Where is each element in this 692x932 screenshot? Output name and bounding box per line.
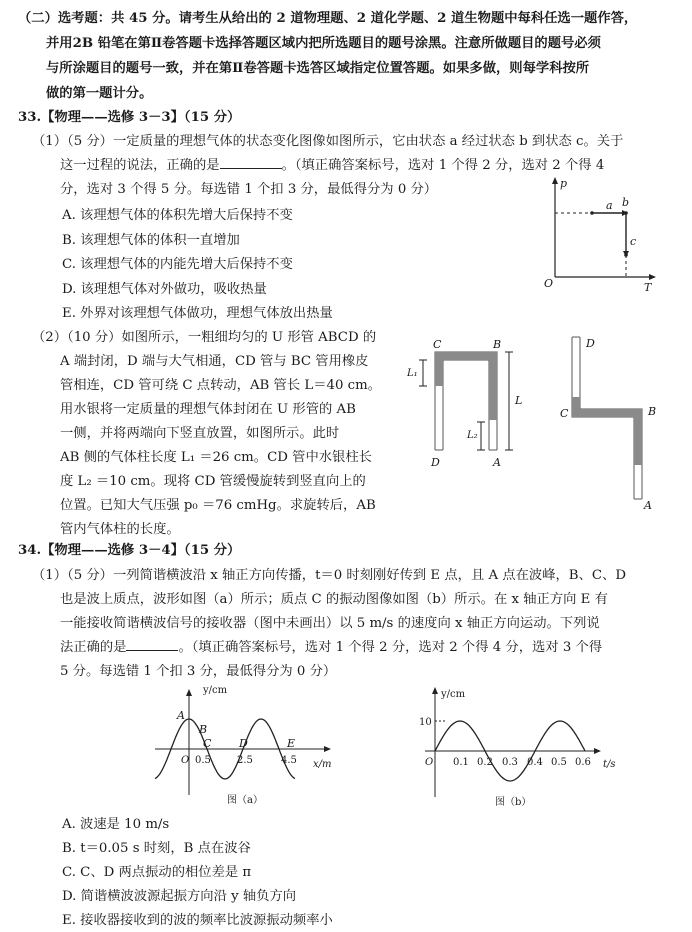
intro-line-4: 做的第一题计分。 (46, 86, 153, 101)
intro-line-1: （二）选考题：共 45 分。请考生从给出的 2 道物理题、2 道化学题、2 道生物题中每科任选一题作答， (18, 11, 638, 26)
q33-p2-line: 管内气体柱的长度。 (60, 522, 180, 537)
q33-p2-line: 度 L₂ ＝10 cm。现将 CD 管缓慢旋转到竖直向上的 (60, 474, 366, 489)
point-d-label: D (586, 337, 595, 350)
tick-label: 0.5 (195, 755, 211, 766)
q34-p1-line: 一能接收简谐横波信号的接收器（图中未画出）以 5 m/s 的速度向 x 轴正方向运动。下列说 (60, 616, 600, 631)
point-a-label: A (644, 499, 652, 512)
q34-option: A. 波速是 10 m/s (62, 817, 170, 832)
q33-p2-line: 位置。已知大气压强 p₀ ＝76 cmHg。求旋转后，AB (60, 498, 376, 513)
y-tick-label: 10 (419, 717, 432, 728)
point-a-label: A (177, 709, 185, 722)
q33-heading: 33.【物理——选修 3－3】（15 分） (18, 110, 241, 125)
q34-p1-line-5: 5 分。每选错 1 个扣 3 分，最低得分为 0 分） (60, 664, 337, 679)
tick-label: 0.6 (575, 757, 591, 768)
q33-p2-line: 一侧，并将两端向下竖直放置，如图所示。此时 (60, 426, 340, 441)
q33-p2-line: 用水银将一定质量的理想气体封闭在 U 形管的 AB (60, 402, 356, 417)
q33-p1-line-2: 这一过程的说法，正确的是 。（填正确答案标号，选对 1 个得 2 分，选对 2 个得 4 (60, 158, 605, 173)
point-b-label: B (648, 405, 657, 418)
state-b-label: b (622, 196, 630, 209)
y-axis-label: p (560, 177, 568, 190)
q33-option: B. 该理想气体的体积一直增加 (62, 233, 240, 248)
point-d-label: D (431, 456, 440, 469)
q33-p2-line: （2）（10 分）如图所示，一粗细均匀的 U 形管 ABCD 的 (32, 330, 377, 345)
q34-option: C. C、D 两点振动的相位差是 π (62, 865, 252, 880)
x-axis-label: x/m (313, 759, 332, 770)
figure-a-caption: 图（a） (227, 795, 263, 806)
u-tube-figure-1 (405, 338, 540, 478)
point-d-label: D (239, 737, 248, 750)
x-axis-label: T (644, 281, 652, 294)
answer-blank (220, 156, 282, 169)
point-c-label: C (203, 737, 212, 750)
origin-label: O (181, 755, 190, 766)
pt-graph (540, 175, 660, 295)
q33-option: E. 外界对该理想气体做功，理想气体放出热量 (62, 306, 333, 321)
q34-option: D. 简谐横波波源起振方向沿 y 轴负方向 (62, 889, 297, 904)
figure-b-caption: 图（b） (495, 797, 532, 808)
y-axis-label: y/cm (203, 685, 228, 696)
q33-option: A. 该理想气体的体积先增大后保持不变 (62, 208, 293, 223)
q34-p1-line: （1）（5 分）一列简谐横波沿 x 轴正方向传播，t＝0 时刻刚好传到 E 点，且 A 点在波峰，B、C、D (32, 568, 626, 583)
point-a-label: A (493, 456, 501, 469)
intro-line-3: 与所涂题目的题号一致，并在第Ⅱ卷答题卡选答区域指定位置答题。如果多做，则每学科按所 (46, 61, 590, 76)
tick-label: 0.3 (502, 757, 518, 768)
y-axis-label: y/cm (441, 689, 466, 700)
q34-p1-line-4: 法正确的是 。（填正确答案标号，选对 1 个得 2 分，选对 2 个得 4 分，选对 3 个得 (60, 640, 603, 655)
q34-heading: 34.【物理——选修 3－4】（15 分） (18, 543, 241, 558)
state-a-label: a (606, 199, 613, 212)
x-axis-label: t/s (603, 759, 616, 770)
vibration-figure-b (405, 685, 625, 810)
point-b-label: B (493, 338, 502, 351)
q34-p1-line: 也是波上质点，波形如图（a）所示；质点 C 的振动图像如图（b）所示。在 x 轴正方向 E 有 (60, 592, 608, 607)
point-c-label: C (433, 338, 442, 351)
state-c-label: c (630, 235, 637, 248)
tick-label: 2.5 (237, 755, 253, 766)
q33-p2-line: AB 侧的气体柱长度 L₁ ＝26 cm。CD 管中水银柱长 (60, 450, 372, 465)
tick-label: 0.1 (453, 757, 469, 768)
tick-label: 0.5 (551, 757, 567, 768)
answer-blank (126, 638, 178, 651)
tick-label: 0.4 (527, 757, 543, 768)
point-e-label: E (287, 737, 296, 750)
wave-figure-a (145, 683, 345, 808)
point-b-label: B (199, 723, 208, 736)
l1-label: L₁ (407, 368, 418, 379)
q34-option: E. 接收器接收到的波的频率比波源振动频率小 (62, 913, 333, 928)
tick-label: 4.5 (281, 755, 297, 766)
u-tube-figure-2 (558, 333, 658, 513)
intro-line-2: 并用2B 铅笔在第Ⅱ卷答题卡选择答题区域内把所选题目的题号涂黑。注意所做题目的题号必须 (46, 36, 601, 51)
q33-p2-line: A 端封闭，D 端与大气相通，CD 管与 BC 管用橡皮 (60, 354, 369, 369)
q33-option: C. 该理想气体的内能先增大后保持不变 (62, 257, 293, 272)
q33-p1-line-3: 分，选对 3 个得 5 分。每选错 1 个扣 3 分，最低得分为 0 分） (60, 182, 438, 197)
tick-label: 0.2 (477, 757, 493, 768)
point-c-label: C (560, 407, 569, 420)
q33-option: D. 该理想气体对外做功，吸收热量 (62, 282, 267, 297)
origin-label: O (544, 277, 554, 290)
q34-option: B. t＝0.05 s 时刻，B 点在波谷 (62, 841, 251, 856)
origin-label: O (425, 757, 434, 768)
q33-p2-line: 管相连，CD 管可绕 C 点转动，AB 管长 L＝40 cm。 (60, 378, 382, 393)
q33-p1-line-1: （1）（5 分）一定质量的理想气体的状态变化图像如图所示，它由状态 a 经过状态 b 到状态 c。关于 (32, 134, 624, 149)
l-label: L (515, 394, 523, 407)
l2-label: L₂ (467, 430, 478, 441)
